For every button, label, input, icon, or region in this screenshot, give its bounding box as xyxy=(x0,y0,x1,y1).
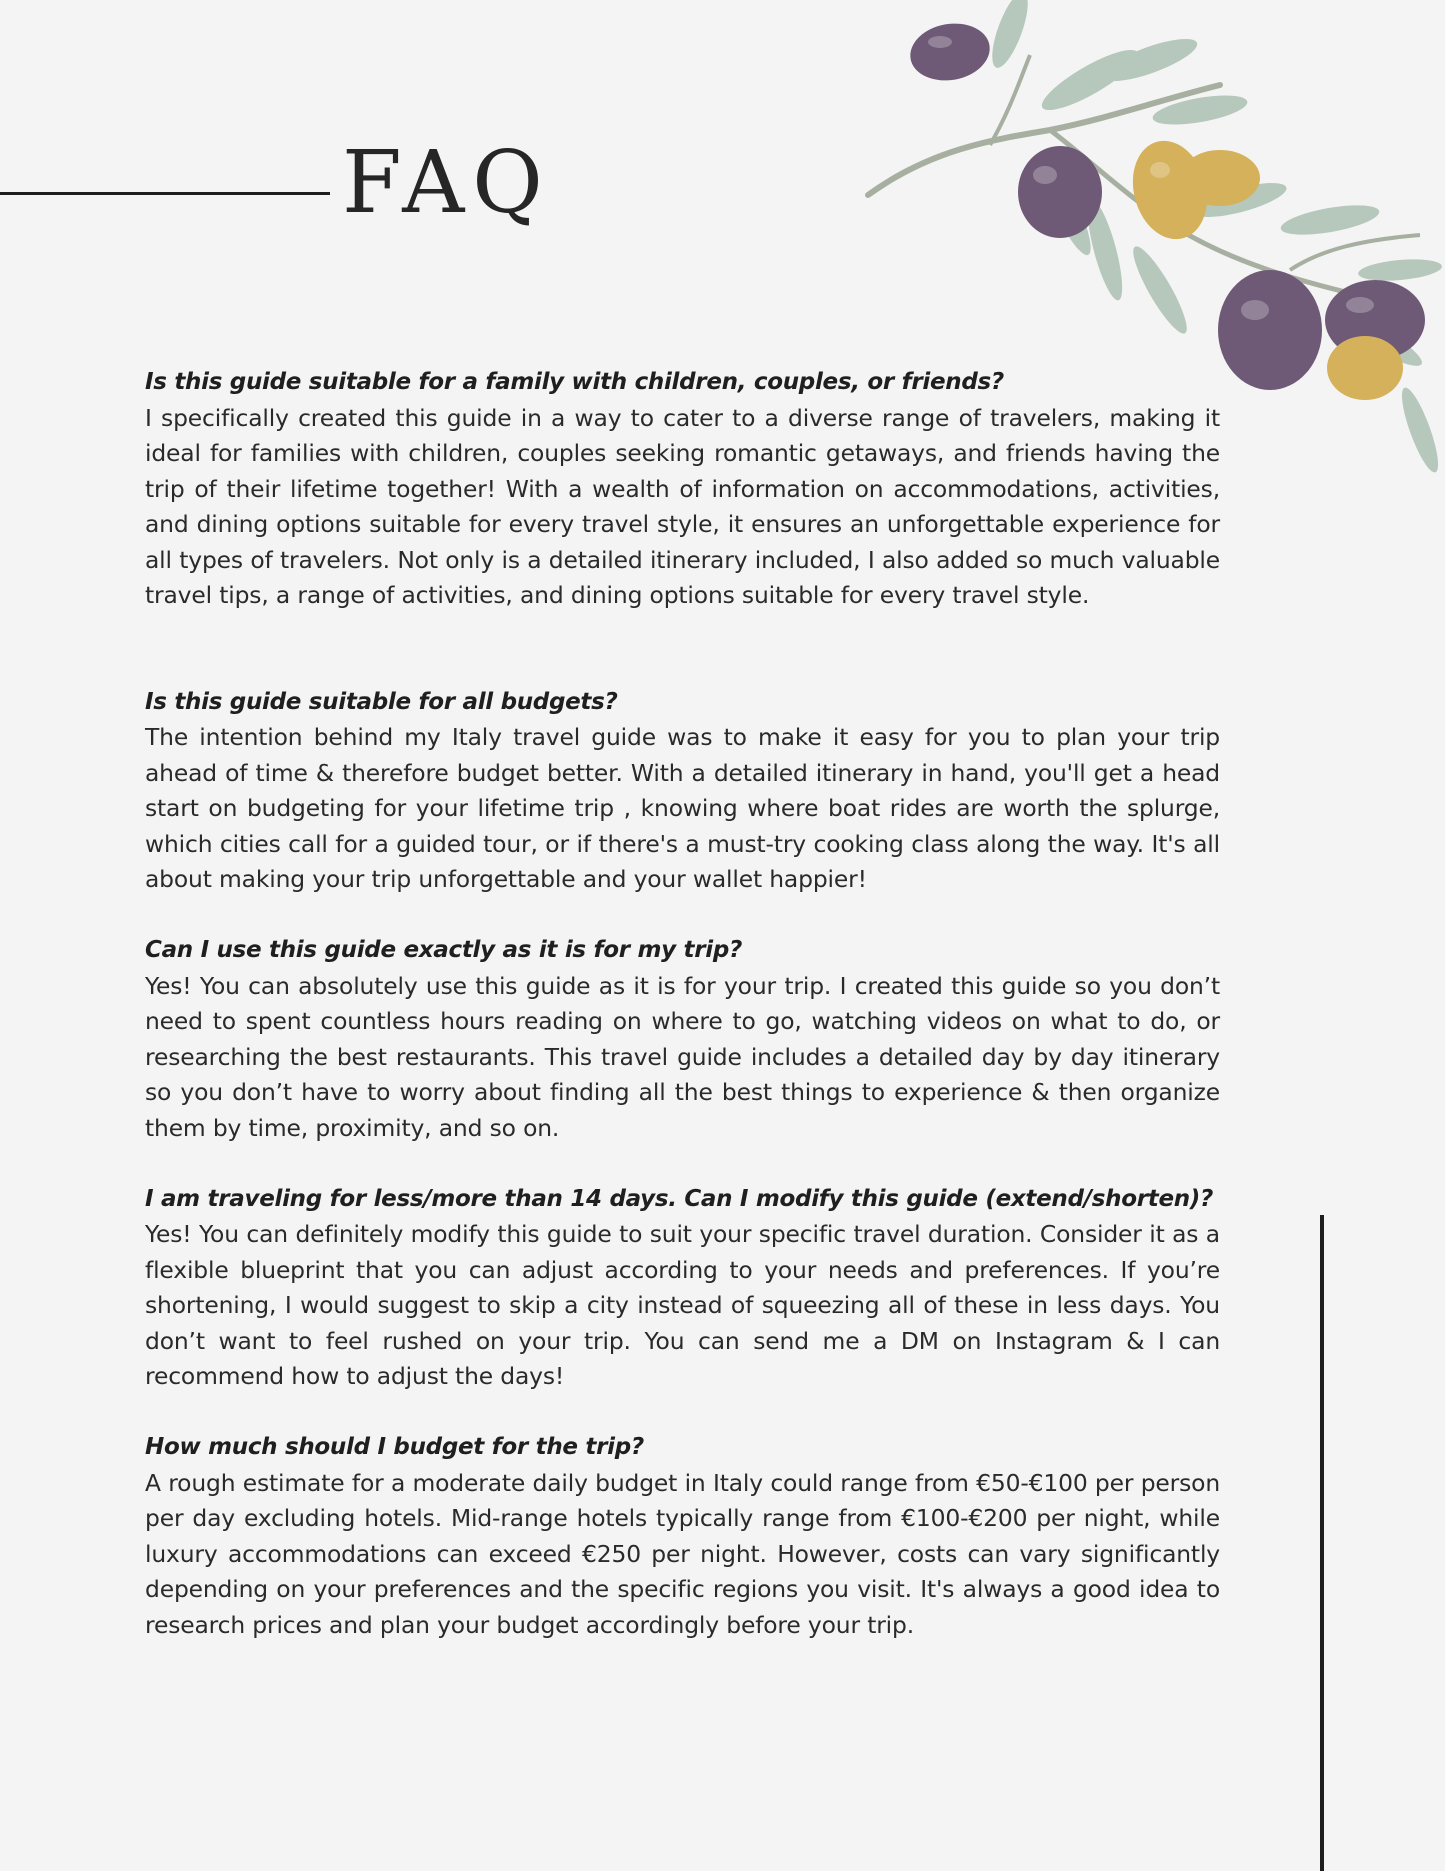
faq-list xyxy=(145,365,1220,1643)
vertical-divider-line xyxy=(1320,1215,1324,1871)
faq-item xyxy=(145,1430,1220,1643)
faq-question: I am traveling for less/more than 14 days. Can I modify this guide (extend/shorten)? xyxy=(145,1185,1214,1212)
faq-item xyxy=(145,933,1220,1146)
faq-question: Can I use this guide exactly as it is for my trip? xyxy=(145,937,743,963)
page-title: FAQ xyxy=(342,133,551,233)
faq-question: Is this guide suitable for all budgets? xyxy=(145,688,618,715)
title-divider-line xyxy=(0,192,330,195)
faq-answer: I specifically created this guide in a way to cater to a diverse range of travelers, making it ideal for families with children, couples seeking romantic getaways, and friends having the trip of their lifetime together! With a wealth of information on accommodations, activities, and dining options suitable for every travel style, it ensures an unforgettable experience for all types of travelers. Not only is a detailed itinerary included, I also added so much valuable travel tips, a range of activities, and dining options suitable for every travel style. xyxy=(145,403,1220,609)
faq-answer: Yes! You can definitely modify this guide to suit your specific travel duration. Consider it as a flexible blueprint that you can adjust according to your needs and preferences. If you’re shortening, I would suggest to skip a city instead of squeezing all of these in less days. You don’t want to feel rushed on your trip. You can send me a DM on Instagram & I can recommend how to adjust the days! xyxy=(145,1220,1220,1390)
faq-question: Is this guide suitable for a family with children, couples, or friends? xyxy=(145,369,1004,395)
faq-item xyxy=(145,685,1220,898)
faq-answer: A rough estimate for a moderate daily budget in Italy could range from €50-€100 per person per day excluding hotels. Mid-range hotels typically range from €100-€200 per night, while luxury accommodations can exceed €250 per night. However, costs can vary significantly depending on your preferences and the specific regions you visit. It's always a good idea to research prices and plan your budget accordingly before your trip. xyxy=(145,1468,1220,1639)
faq-item xyxy=(145,365,1220,614)
faq-question: How much should I budget for the trip? xyxy=(145,1434,644,1460)
faq-answer: The intention behind my Italy travel guide was to make it easy for you to plan your trip ahead of time & therefore budget better. With a detailed itinerary in hand, you'll get a head start on budgeting for your lifetime trip , knowing where boat rides are worth the splurge, which cities call for a guided tour, or if there's a must-try cooking class along the way. It's all about making your trip unforgettable and your wallet happier! xyxy=(145,723,1220,893)
faq-answer: Yes! You can absolutely use this guide as it is for your trip. I created this guide so you don’t need to spent countless hours reading on where to go, watching videos on what to do, or researching the best restaurants. This travel guide includes a detailed day by day itinerary so you don’t have to worry about finding all the best things to experience & then organize them by time, proximity, and so on. xyxy=(145,971,1220,1142)
faq-item xyxy=(145,1182,1220,1395)
